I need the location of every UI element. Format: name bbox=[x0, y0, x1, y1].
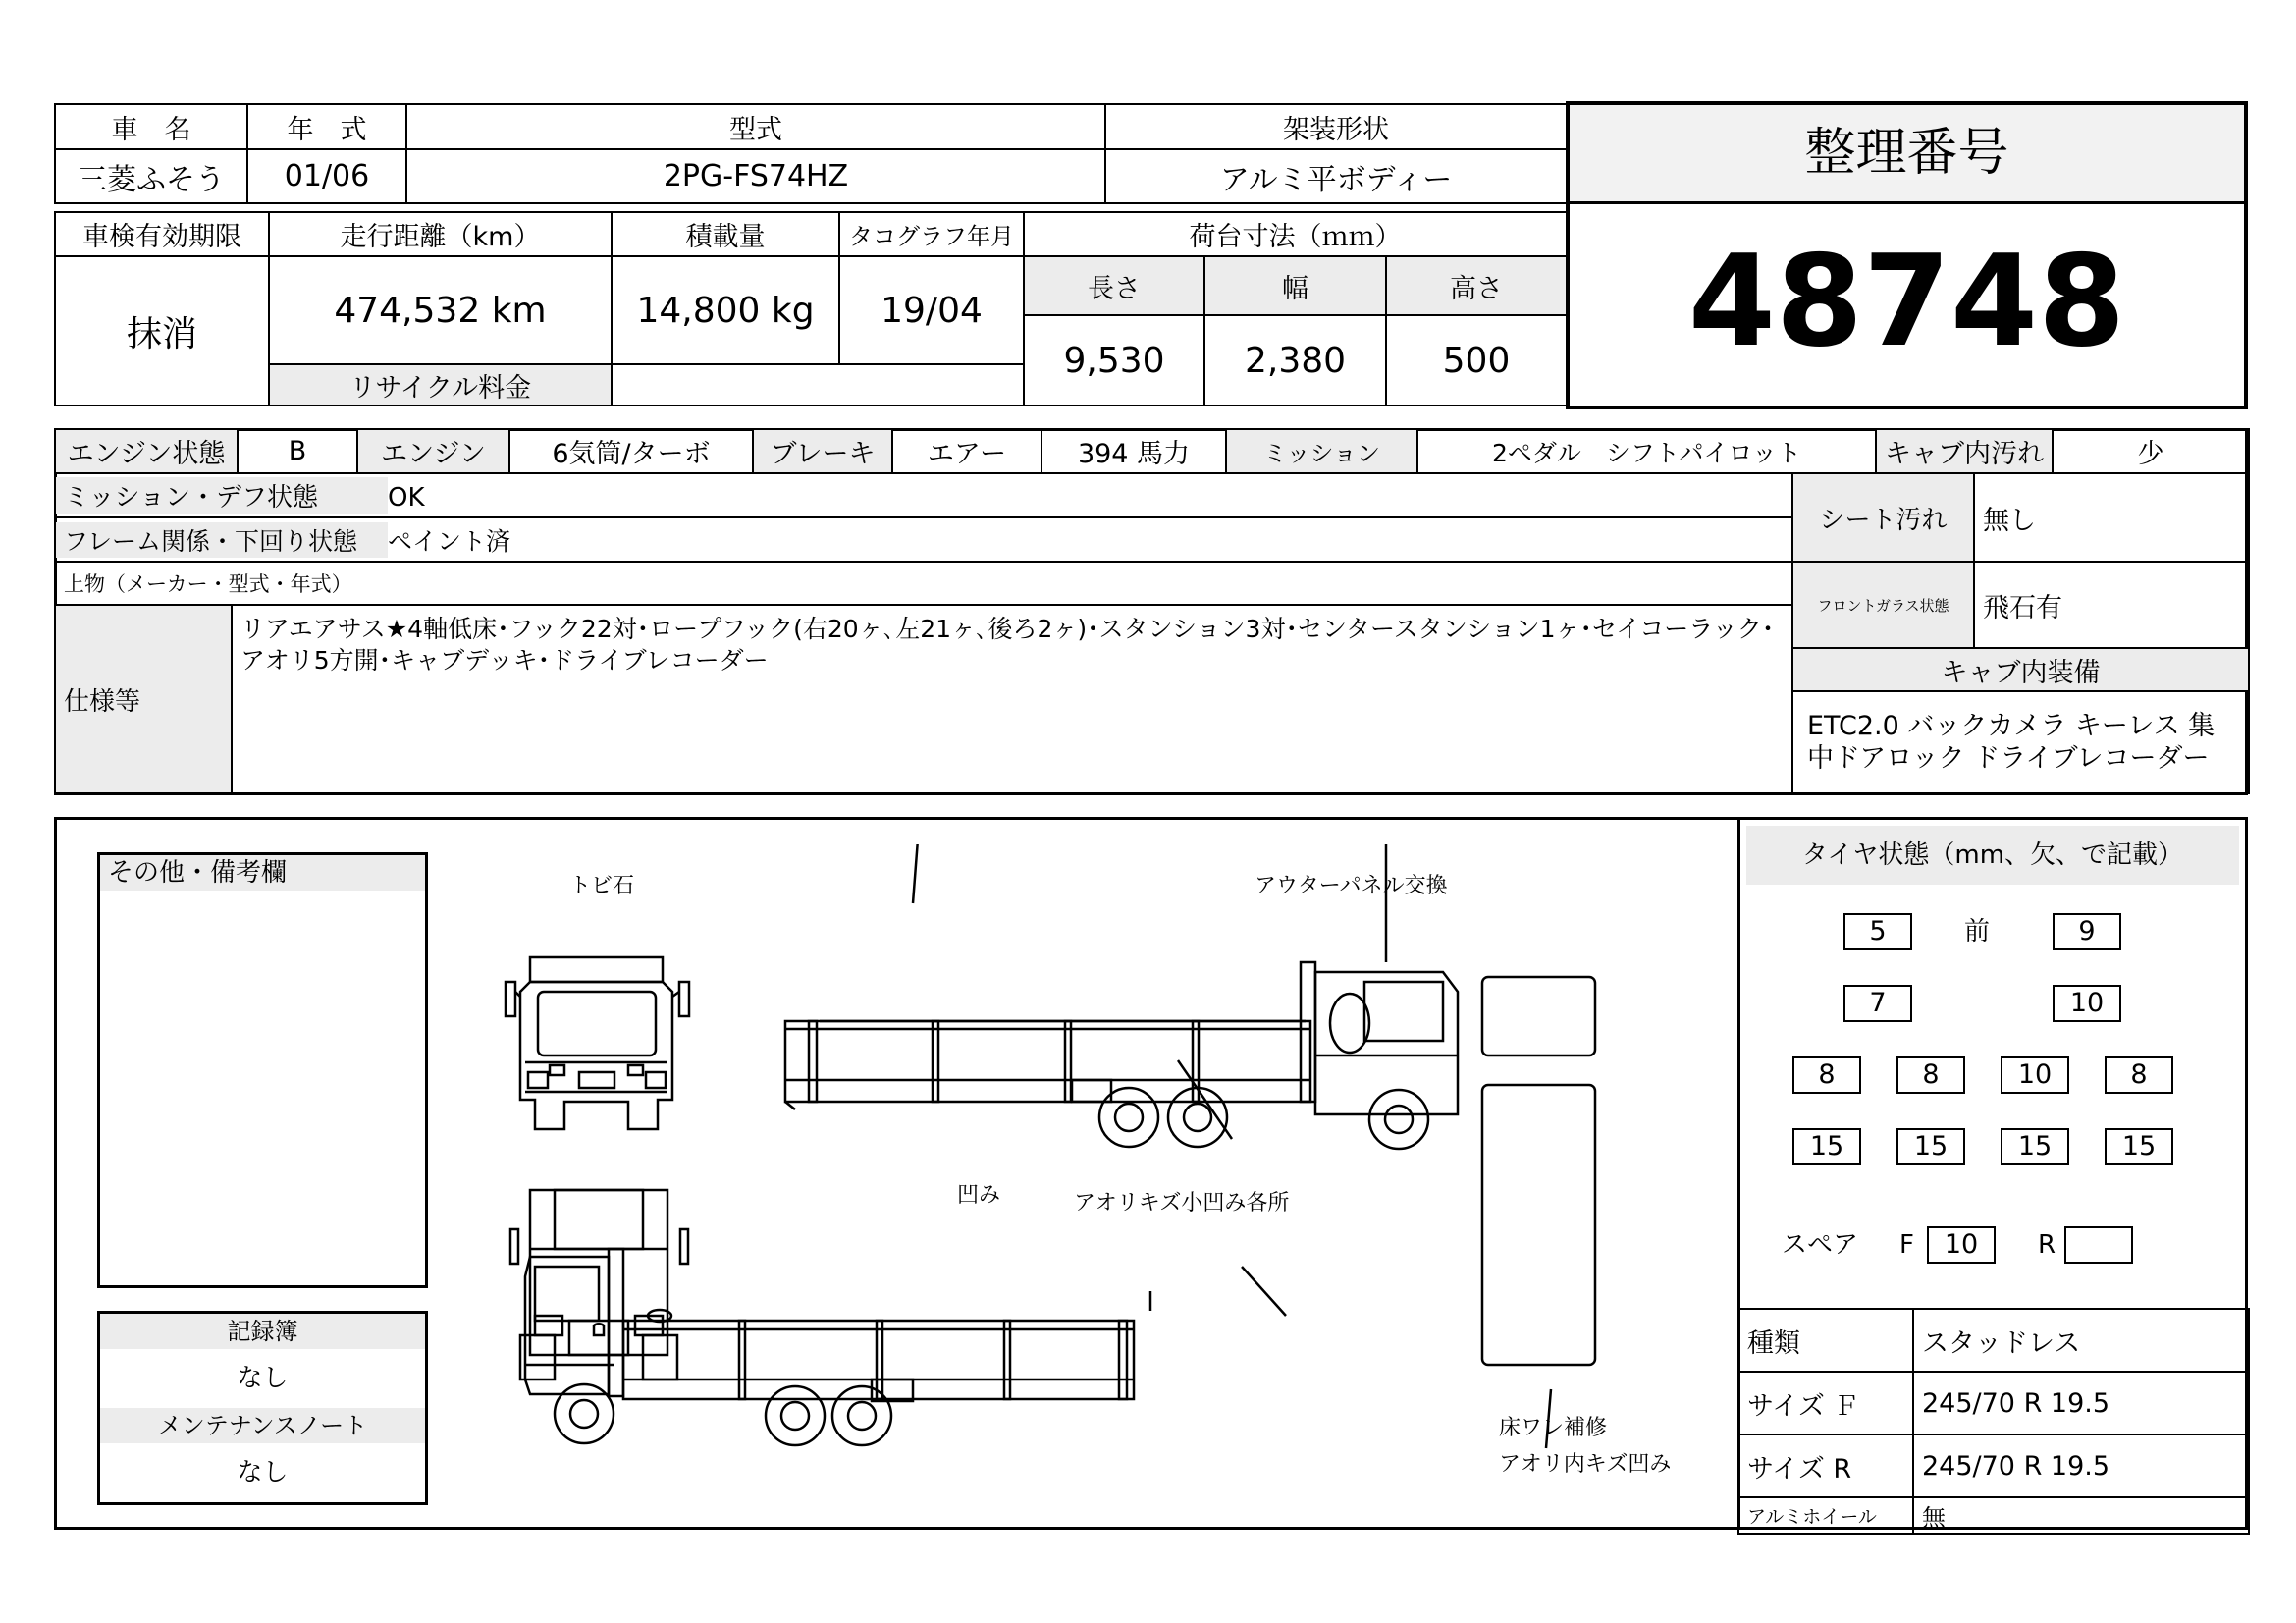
width: 2,380 bbox=[1204, 315, 1386, 406]
load: 14,800 kg bbox=[612, 256, 839, 364]
recycle-label: リサイクル料金 bbox=[269, 364, 612, 406]
tire-type-label: 種類 bbox=[1738, 1309, 1913, 1372]
tire-rear2-3: 15 bbox=[2001, 1128, 2069, 1165]
year: 01/06 bbox=[247, 149, 406, 203]
leader-aori-top bbox=[1178, 1060, 1232, 1139]
tire-rear1-1: 8 bbox=[1792, 1056, 1861, 1094]
note-panel: アウターパネル交換 bbox=[1255, 874, 1448, 898]
record-book-label: 記録簿 bbox=[100, 1314, 425, 1349]
spare-r-label: R bbox=[2038, 1230, 2056, 1260]
brake: エアー bbox=[892, 429, 1041, 473]
body-label: 架装形状 bbox=[1105, 104, 1567, 149]
seat-dirt-label: シート汚れ bbox=[1792, 473, 1974, 562]
engine-state: B bbox=[238, 429, 357, 473]
mission-label: ミッション bbox=[1226, 429, 1417, 473]
horsepower: 394 馬力 bbox=[1041, 429, 1226, 473]
note-floor-2: アオリ内キズ凹み bbox=[1499, 1452, 1672, 1477]
spec-line-1: リアエアサス★4軸低床･フック22対･ロープフック(右20ヶ､左21ヶ､後ろ2ヶ)･スタンション3対･センタースタンション1ヶ･セイコーラック･ bbox=[240, 615, 1775, 643]
tire-rear1-2: 8 bbox=[1896, 1056, 1965, 1094]
truck-side-view-left bbox=[525, 1249, 1134, 1445]
condition-details bbox=[54, 472, 1793, 794]
tire-front-right: 9 bbox=[2053, 913, 2121, 950]
ref-number-label: 整理番号 bbox=[1570, 105, 2244, 204]
mileage: 474,532 km bbox=[269, 256, 612, 364]
note-stone: トビ石 bbox=[569, 874, 635, 898]
engine-label: エンジン bbox=[357, 429, 509, 473]
inspection: 抹消 bbox=[55, 256, 269, 406]
cab-equipment-label: キャブ内装備 bbox=[1792, 648, 2249, 691]
spec-label: 仕様等 bbox=[55, 605, 232, 793]
model: 2PG-FS74HZ bbox=[406, 149, 1105, 203]
tire-info-table bbox=[1737, 1308, 2250, 1535]
spare-label: スペア bbox=[1782, 1230, 1859, 1260]
tire-rear2-1: 15 bbox=[1792, 1128, 1861, 1165]
mileage-label: 走行距離（km） bbox=[269, 212, 612, 256]
note-aori: アオリキズ小凹み各所 bbox=[1074, 1191, 1290, 1216]
tire-size-r-label: サイズ R bbox=[1738, 1434, 1913, 1497]
body: アルミ平ボディー bbox=[1105, 149, 1567, 203]
tire-size-r: 245/70 R 19.5 bbox=[1913, 1434, 2249, 1497]
windshield-label: フロントガラス状態 bbox=[1792, 562, 1974, 648]
height-label: 高さ bbox=[1386, 256, 1567, 315]
alu-wheel-label: アルミホイール bbox=[1738, 1497, 1913, 1534]
year-label: 年 式 bbox=[247, 104, 406, 149]
tire-size-f-label: サイズ Ｆ bbox=[1738, 1372, 1913, 1434]
cab-dirt-label: キャブ内汚れ bbox=[1876, 429, 2053, 473]
tacho: 19/04 bbox=[839, 256, 1024, 364]
tire-title: タイヤ状態（mm、欠、で記載） bbox=[1746, 826, 2239, 885]
tire-second-left: 7 bbox=[1843, 985, 1912, 1022]
length-label: 長さ bbox=[1024, 256, 1204, 315]
tire-rear1-3: 10 bbox=[2001, 1056, 2069, 1094]
maintenance-label: メンテナンスノート bbox=[100, 1408, 425, 1443]
inspection-label: 車検有効期限 bbox=[55, 212, 269, 256]
frame-label: フレーム関係・下回り状態 bbox=[56, 522, 388, 558]
note-dent: 凹み bbox=[957, 1183, 1001, 1208]
load-label: 積載量 bbox=[612, 212, 839, 256]
height: 500 bbox=[1386, 315, 1567, 406]
spec-line-2: アオリ5方開･キャブデッキ･ドライブレコーダー bbox=[240, 646, 769, 675]
width-label: 幅 bbox=[1204, 256, 1386, 315]
mission: 2ペダル シフトパイロット bbox=[1417, 429, 1876, 473]
engine: 6気筒/ターボ bbox=[509, 429, 753, 473]
truck-front-view bbox=[506, 957, 689, 1129]
windshield: 飛石有 bbox=[1974, 562, 2249, 648]
tire-size-f: 245/70 R 19.5 bbox=[1913, 1372, 2249, 1434]
condition-right bbox=[1791, 472, 2250, 794]
alu-wheel: 無 bbox=[1913, 1497, 2249, 1534]
engine-state-label: エンジン状態 bbox=[55, 429, 238, 473]
header-table-top bbox=[54, 103, 1568, 204]
recycle-value bbox=[612, 364, 1024, 406]
tire-rear1-4: 8 bbox=[2105, 1056, 2173, 1094]
tire-spare-r bbox=[2064, 1226, 2133, 1264]
spare-f-label: F bbox=[1899, 1230, 1914, 1260]
remarks-label: その他・備考欄 bbox=[100, 855, 425, 891]
maintenance: なし bbox=[237, 1458, 289, 1488]
tire-front-left: 5 bbox=[1843, 913, 1912, 950]
mission-def: OK bbox=[388, 483, 425, 513]
cab-equipment: ETC2.0 バックカメラ キーレス 集中ドアロック ドライブレコーダー bbox=[1792, 691, 2249, 793]
frame: ペイント済 bbox=[388, 526, 511, 556]
bed-top-rear bbox=[1482, 1085, 1595, 1365]
model-label: 型式 bbox=[406, 104, 1105, 149]
tire-spare-f: 10 bbox=[1927, 1226, 1996, 1264]
record-book: なし bbox=[237, 1364, 289, 1393]
note-floor-1: 床ワレ補修 bbox=[1499, 1416, 1608, 1440]
cab-dirt: 少 bbox=[2053, 429, 2249, 473]
tire-type: スタッドレス bbox=[1913, 1309, 2249, 1372]
condition-row-engine bbox=[54, 428, 2250, 474]
bed-top-front bbox=[1482, 977, 1595, 1055]
record-box bbox=[97, 1311, 428, 1505]
bed-label: 荷台寸法（ｍｍ） bbox=[1024, 212, 1567, 256]
ref-number: 48748 bbox=[1687, 229, 2126, 375]
mission-def-label: ミッション・デフ状態 bbox=[56, 477, 388, 514]
leader-aori-bottom bbox=[1242, 1267, 1286, 1316]
car-name: 三菱ふそう bbox=[55, 149, 247, 203]
tire-second-right: 10 bbox=[2053, 985, 2121, 1022]
tire-front-label: 前 bbox=[1964, 917, 1991, 947]
tire-rear2-4: 15 bbox=[2105, 1128, 2173, 1165]
length: 9,530 bbox=[1024, 315, 1204, 406]
header-table-bottom bbox=[54, 211, 1568, 406]
tacho-label: タコグラフ年月 bbox=[839, 212, 1024, 256]
tire-rear2-2: 15 bbox=[1896, 1128, 1965, 1165]
upper-label: 上物（メーカー・型式・年式） bbox=[64, 572, 352, 596]
leader-stone bbox=[913, 844, 918, 903]
ref-number-box bbox=[1566, 101, 2248, 409]
truck-side-view-right bbox=[785, 962, 1458, 1149]
brake-label: ブレーキ bbox=[753, 429, 892, 473]
seat-dirt: 無し bbox=[1974, 473, 2249, 562]
car-name-label: 車 名 bbox=[55, 104, 247, 149]
remarks-box bbox=[97, 852, 428, 1288]
